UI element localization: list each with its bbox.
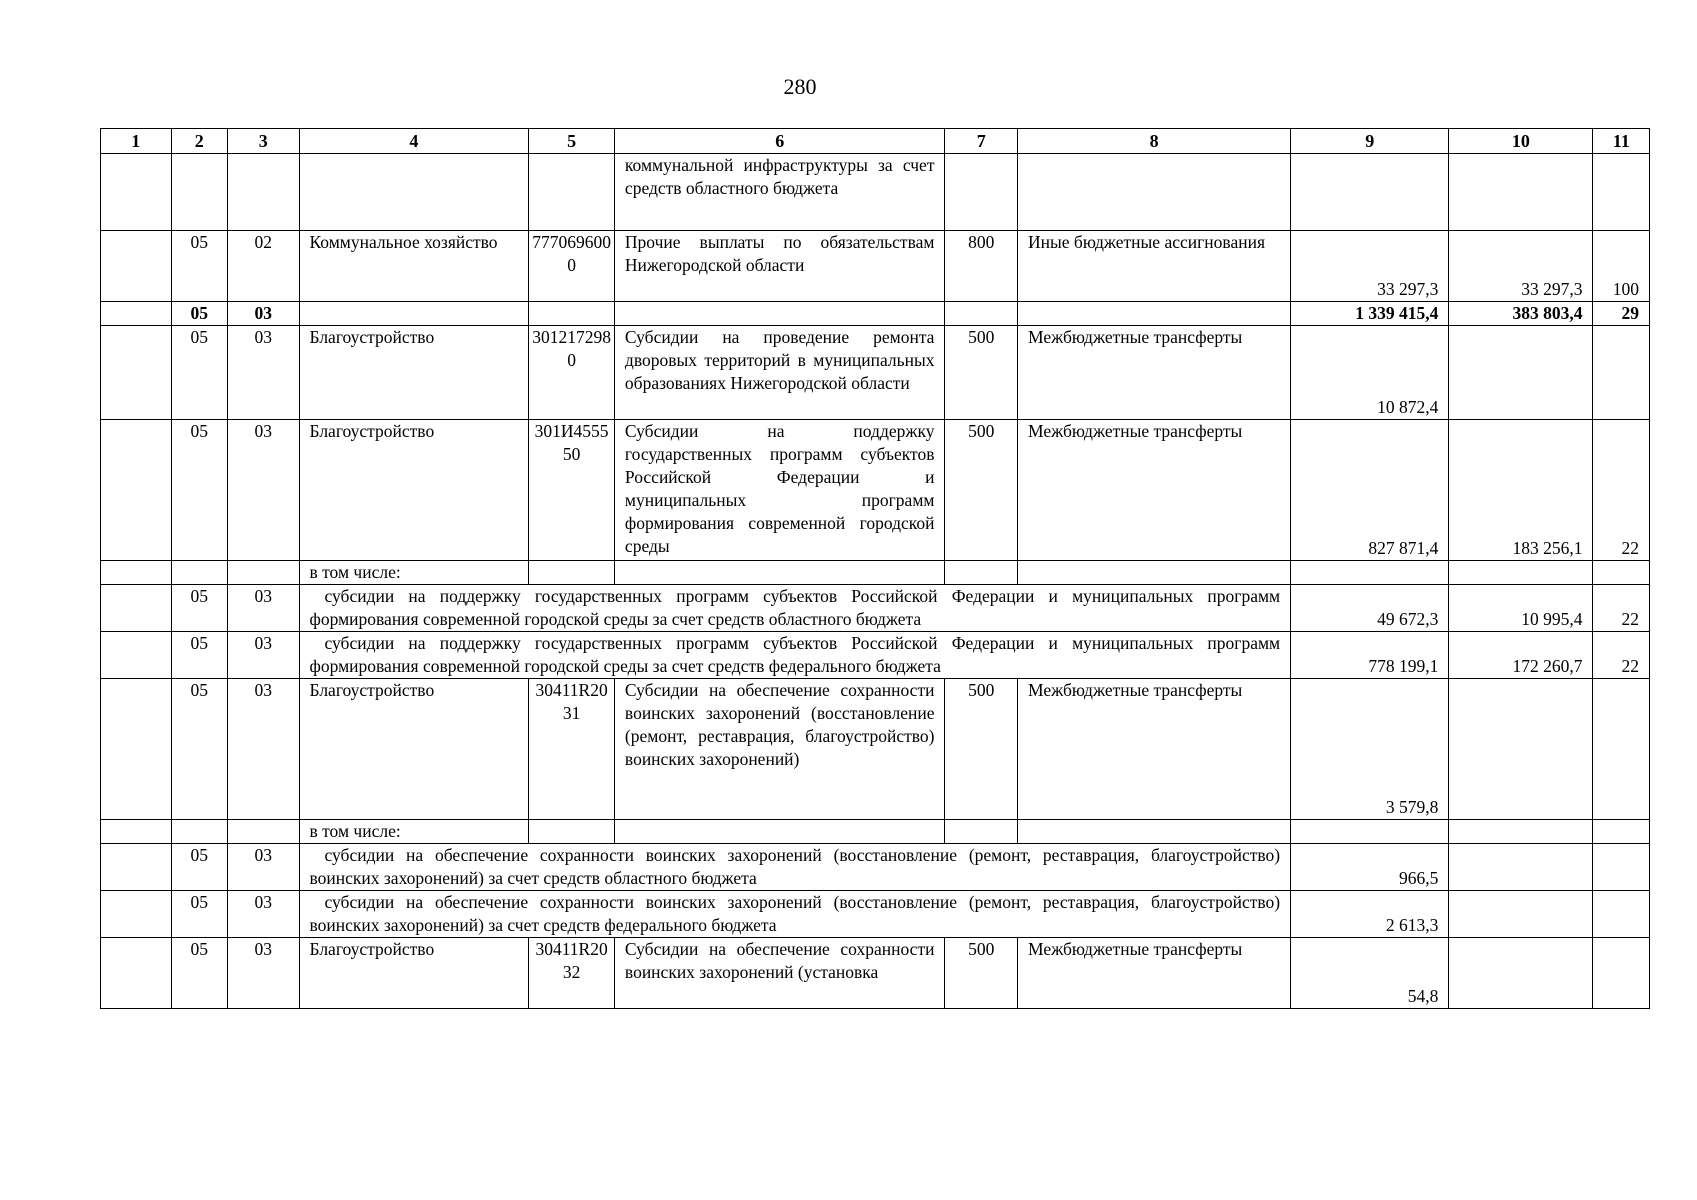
amount-cell: 1 339 415,4: [1291, 302, 1449, 326]
table-row-including: [101, 561, 1650, 585]
chapter-cell: 05: [171, 231, 227, 302]
expense-type-cell: 500: [945, 326, 1018, 420]
amount-cell: 778 199,1: [1291, 632, 1449, 679]
percent-cell: [1593, 679, 1650, 820]
subsection-cell: 03: [227, 632, 299, 679]
subsidy-description: субсидии на обеспечение сохранности воинских захоронений (восстановление (ремонт, реставрация, благоустройство) воинских захоронений) за счет средств областного бюджета: [299, 844, 1291, 891]
target-code-cell: [529, 302, 615, 326]
amount-cell: [1291, 154, 1449, 231]
subsection-cell: 03: [227, 891, 299, 938]
subsection-cell: 03: [227, 302, 299, 326]
percent-cell: [1593, 561, 1650, 585]
subsection-name-cell: Благоустройство: [299, 938, 529, 1009]
chapter-cell: [171, 561, 227, 585]
amount-cell: 3 579,8: [1291, 679, 1449, 820]
subsection-cell: 03: [227, 326, 299, 420]
chapter-cell: 05: [171, 891, 227, 938]
chapter-cell: 05: [171, 302, 227, 326]
table-row-including: [101, 820, 1650, 844]
chapter-cell: 05: [171, 632, 227, 679]
table-row: [101, 585, 1650, 632]
amount-cell: 10 872,4: [1291, 326, 1449, 420]
description-cell: Прочие выплаты по обязательствам Нижегородской области: [614, 231, 945, 302]
section-cell: [101, 820, 172, 844]
percent-cell: 22: [1593, 632, 1650, 679]
amount-cell: [1291, 820, 1449, 844]
description-cell: Субсидии на обеспечение сохранности воинских захоронений (установка: [614, 938, 945, 1009]
subsection-name-cell: [299, 154, 529, 231]
chapter-cell: 05: [171, 326, 227, 420]
column-header: 2: [171, 129, 227, 154]
target-code-cell: [529, 820, 615, 844]
section-cell: [101, 326, 172, 420]
subsection-cell: 03: [227, 585, 299, 632]
including-label: в том числе:: [299, 820, 529, 844]
subsection-cell: 03: [227, 938, 299, 1009]
chapter-cell: 05: [171, 420, 227, 561]
percent-cell: [1593, 154, 1650, 231]
section-cell: [101, 302, 172, 326]
table-row: [101, 938, 1650, 1009]
table-row: [101, 326, 1650, 420]
subsection-cell: 03: [227, 679, 299, 820]
subsection-name-cell: Благоустройство: [299, 420, 529, 561]
amount-cell: [1291, 561, 1449, 585]
target-code-cell: [529, 561, 615, 585]
percent-cell: [1593, 820, 1650, 844]
header-row: [101, 129, 1650, 154]
amount-cell: 54,8: [1291, 938, 1449, 1009]
description-cell: Субсидии на проведение ремонта дворовых территорий в муниципальных образованиях Нижегородской области: [614, 326, 945, 420]
description-cell: Субсидии на обеспечение сохранности воинских захоронений (восстановление (ремонт, реставрация, благоустройство) воинских захоронений): [614, 679, 945, 820]
description-cell: [614, 302, 945, 326]
subsidy-description: субсидии на обеспечение сохранности воинских захоронений (восстановление (ремонт, реставрация, благоустройство) воинских захоронений) за счет средств федерального бюджета: [299, 891, 1291, 938]
amount-cell: 966,5: [1291, 844, 1449, 891]
expense-type-cell: 500: [945, 679, 1018, 820]
column-header: 1: [101, 129, 172, 154]
chapter-cell: [171, 820, 227, 844]
target-code-cell: 30411R2032: [529, 938, 615, 1009]
amount-cell: 33 297,3: [1291, 231, 1449, 302]
column-header: 3: [227, 129, 299, 154]
amount-cell: 33 297,3: [1449, 231, 1593, 302]
amount-cell: [1449, 938, 1593, 1009]
column-header: 7: [945, 129, 1018, 154]
expense-type-name-cell: Межбюджетные трансферты: [1018, 326, 1291, 420]
description-cell: [614, 561, 945, 585]
page-number: 280: [783, 74, 817, 99]
subsection-cell: [227, 820, 299, 844]
expense-type-cell: [945, 154, 1018, 231]
percent-cell: 22: [1593, 420, 1650, 561]
column-header: 11: [1593, 129, 1650, 154]
column-header: 8: [1018, 129, 1291, 154]
amount-cell: 183 256,1: [1449, 420, 1593, 561]
percent-cell: [1593, 326, 1650, 420]
expense-type-cell: 500: [945, 420, 1018, 561]
percent-cell: 100: [1593, 231, 1650, 302]
amount-cell: [1449, 820, 1593, 844]
amount-cell: [1449, 679, 1593, 820]
subsection-cell: 03: [227, 844, 299, 891]
table-row: [101, 420, 1650, 561]
column-header: 6: [614, 129, 945, 154]
percent-cell: [1593, 938, 1650, 1009]
amount-cell: [1449, 154, 1593, 231]
expense-type-name-cell: [1018, 302, 1291, 326]
expense-type-name-cell: Межбюджетные трансферты: [1018, 938, 1291, 1009]
expense-type-cell: 500: [945, 938, 1018, 1009]
chapter-cell: 05: [171, 585, 227, 632]
subsection-cell: [227, 154, 299, 231]
amount-cell: 49 672,3: [1291, 585, 1449, 632]
subsection-name-cell: Коммунальное хозяйство: [299, 231, 529, 302]
table-row: [101, 679, 1650, 820]
including-label: в том числе:: [299, 561, 529, 585]
percent-cell: [1593, 844, 1650, 891]
section-cell: [101, 679, 172, 820]
target-code-cell: 7770696000: [529, 231, 615, 302]
expense-type-name-cell: Межбюджетные трансферты: [1018, 679, 1291, 820]
expense-type-name-cell: Иные бюджетные ассигнования: [1018, 231, 1291, 302]
amount-cell: 10 995,4: [1449, 585, 1593, 632]
section-cell: [101, 938, 172, 1009]
expense-type-name-cell: [1018, 561, 1291, 585]
column-header: 5: [529, 129, 615, 154]
percent-cell: 29: [1593, 302, 1650, 326]
subsection-name-cell: [299, 302, 529, 326]
section-cell: [101, 231, 172, 302]
table-row: [101, 891, 1650, 938]
table-row: [101, 231, 1650, 302]
percent-cell: 22: [1593, 585, 1650, 632]
description-cell: [614, 820, 945, 844]
table-row: [101, 632, 1650, 679]
description-cell: Субсидии на поддержку государственных программ субъектов Российской Федерации и муниципальных программ формирования современной городской среды: [614, 420, 945, 561]
column-header: 4: [299, 129, 529, 154]
amount-cell: 2 613,3: [1291, 891, 1449, 938]
amount-cell: [1449, 561, 1593, 585]
section-cell: [101, 632, 172, 679]
section-cell: [101, 585, 172, 632]
budget-table: [100, 128, 1650, 1009]
target-code-cell: [529, 154, 615, 231]
expense-type-name-cell: [1018, 154, 1291, 231]
expense-type-cell: 800: [945, 231, 1018, 302]
amount-cell: 172 260,7: [1449, 632, 1593, 679]
subsection-cell: 02: [227, 231, 299, 302]
expense-type-cell: [945, 302, 1018, 326]
target-code-cell: 30411R2031: [529, 679, 615, 820]
subsection-cell: [227, 561, 299, 585]
target-code-cell: 3012172980: [529, 326, 615, 420]
section-cell: [101, 891, 172, 938]
amount-cell: [1449, 891, 1593, 938]
expense-type-name-cell: Межбюджетные трансферты: [1018, 420, 1291, 561]
table-row: [101, 154, 1650, 231]
amount-cell: 383 803,4: [1449, 302, 1593, 326]
table-row-total: [101, 302, 1650, 326]
chapter-cell: 05: [171, 938, 227, 1009]
section-cell: [101, 420, 172, 561]
expense-type-name-cell: [1018, 820, 1291, 844]
subsidy-description: субсидии на поддержку государственных программ субъектов Российской Федерации и муниципальных программ формирования современной городской среды за счет средств областного бюджета: [299, 585, 1291, 632]
section-cell: [101, 154, 172, 231]
amount-cell: 827 871,4: [1291, 420, 1449, 561]
chapter-cell: 05: [171, 844, 227, 891]
column-header: 9: [1291, 129, 1449, 154]
percent-cell: [1593, 891, 1650, 938]
target-code-cell: 301И455550: [529, 420, 615, 561]
amount-cell: [1449, 326, 1593, 420]
table-row: [101, 844, 1650, 891]
section-cell: [101, 844, 172, 891]
section-cell: [101, 561, 172, 585]
expense-type-cell: [945, 820, 1018, 844]
subsection-name-cell: Благоустройство: [299, 679, 529, 820]
chapter-cell: [171, 154, 227, 231]
chapter-cell: 05: [171, 679, 227, 820]
expense-type-cell: [945, 561, 1018, 585]
description-cell: коммунальной инфраструктуры за счет средств областного бюджета: [614, 154, 945, 231]
subsidy-description: субсидии на поддержку государственных программ субъектов Российской Федерации и муниципальных программ формирования современной городской среды за счет средств федерального бюджета: [299, 632, 1291, 679]
column-header: 10: [1449, 129, 1593, 154]
subsection-cell: 03: [227, 420, 299, 561]
amount-cell: [1449, 844, 1593, 891]
subsection-name-cell: Благоустройство: [299, 326, 529, 420]
